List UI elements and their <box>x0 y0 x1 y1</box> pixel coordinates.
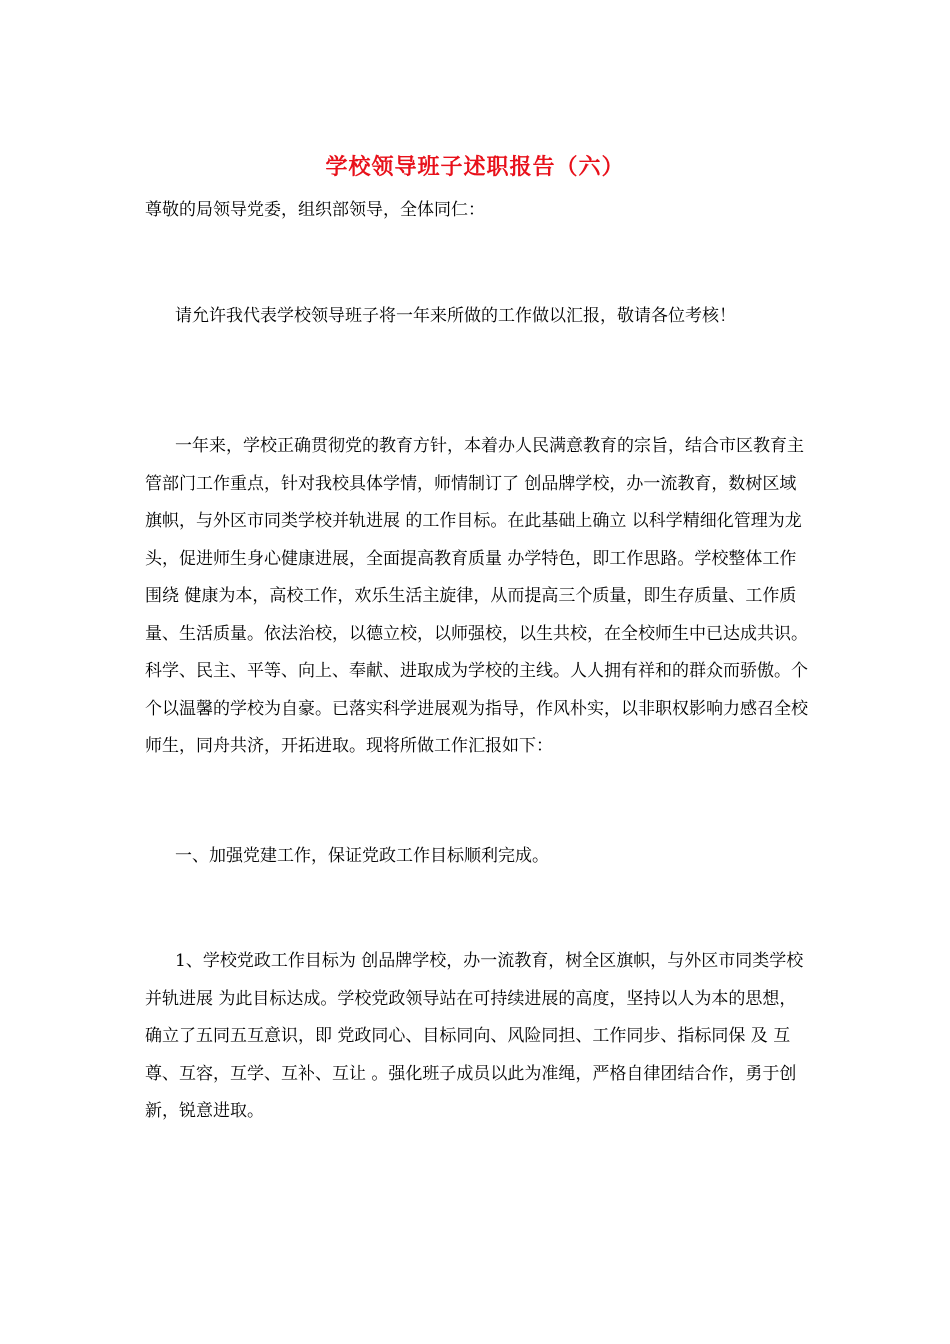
section-heading-party-building: 一、加强党建工作，保证党政工作目标顺利完成。 <box>175 846 549 866</box>
salutation: 尊敬的局领导党委，组织部领导，全体同仁： <box>145 200 485 220</box>
paragraph-item-1: 1、学校党政工作目标为 创品牌学校，办一流教育，树全区旗帜，与外区市同类学校并轨进展 为此目标达成。学校党政领导站在可持续进展的高度，坚持以人为本的思想，确立了五同五互意识，即 党政同心、目标同向、风险同担、工作同步、指标同保 及 互尊、互容，互学、互补、互让 。强化班子成员以此为准绳，严格自律团结合作，勇于创新，锐意进取。 <box>145 951 804 1121</box>
paragraph-intro: 请允许我代表学校领导班子将一年来所做的工作做以汇报，敬请各位考核！ <box>175 306 736 326</box>
paragraph-overview: 一年来，学校正确贯彻党的教育方针，本着办人民满意教育的宗旨，结合市区教育主管部门工作重点，针对我校具体学情，师情制订了 创品牌学校，办一流教育，数树区域旗帜，与外区市同类学校并轨进展 的工作目标。在此基础上确立 以科学精细化管理为龙头，促进师生身心健康进展，全面提高教育质量 办学特色，即工作思路。学校整体工作围绕 健康为本，高校工作，欢乐生活主旋律，从而提高三个质量，即生存质量、工作质量、生活质量。依法治校，以德立校，以师强校，以生共校，在全校师生中已达成共识。科学、民主、平等、向上、奉献、进取成为学校的主线。人人拥有祥和的群众而骄傲。个个以温馨的学校为自豪。已落实科学进展观为指导，作风朴实，以非职权影响力感召全校师生，同舟共济，开拓进取。现将所做工作汇报如下： <box>145 436 808 756</box>
document-title: 学校领导班子述职报告（六） <box>325 154 625 180</box>
